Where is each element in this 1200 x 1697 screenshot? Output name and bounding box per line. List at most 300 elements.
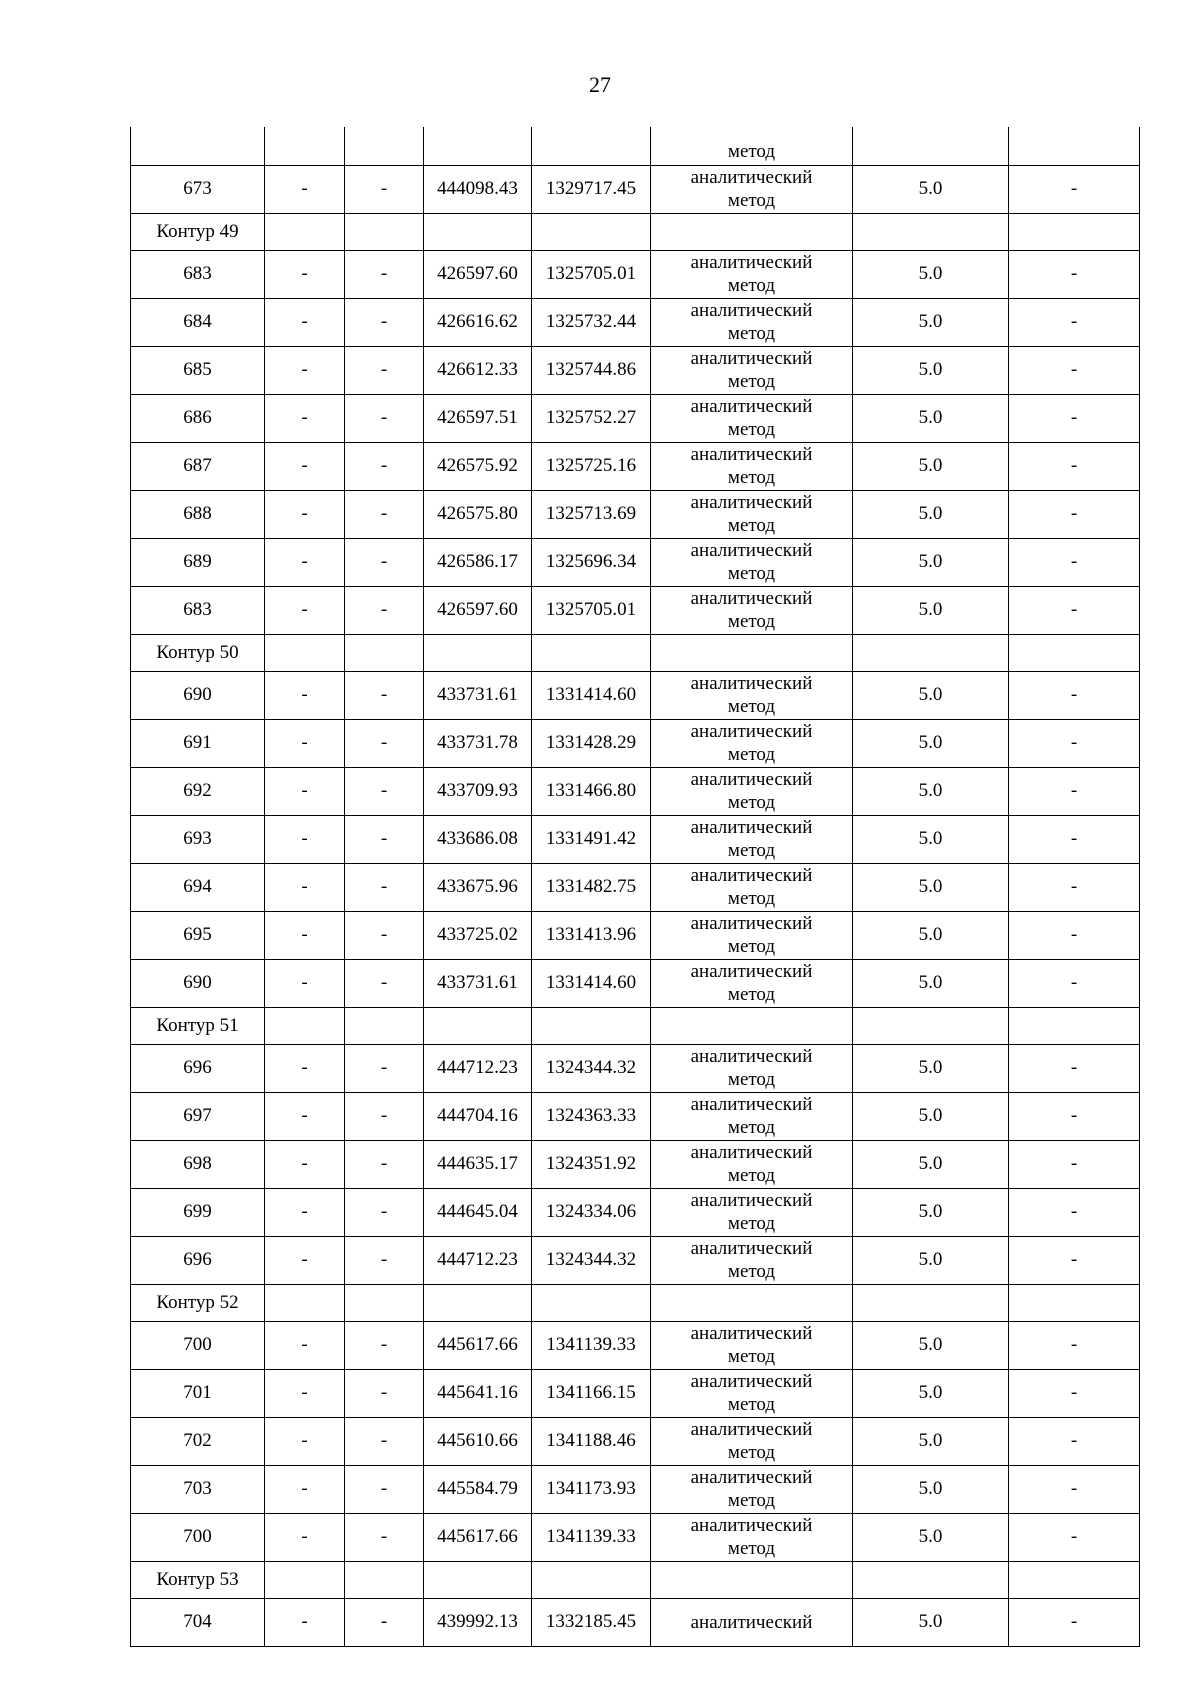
note-cell: - bbox=[1009, 863, 1140, 911]
method-cell bbox=[651, 1140, 853, 1188]
dash-cell: - bbox=[265, 959, 345, 1007]
table-row bbox=[131, 538, 1140, 586]
accuracy-cell: 5.0 bbox=[853, 1513, 1009, 1561]
x-coordinate-cell: 444635.17 bbox=[424, 1140, 532, 1188]
x-coordinate-cell: 433725.02 bbox=[424, 911, 532, 959]
x-coordinate-cell: 426575.92 bbox=[424, 442, 532, 490]
y-coordinate-cell: 1325696.34 bbox=[532, 538, 651, 586]
table-row bbox=[131, 959, 1140, 1007]
x-coordinate-cell: 433731.61 bbox=[424, 959, 532, 1007]
empty-cell bbox=[651, 1284, 853, 1321]
note-cell: - bbox=[1009, 165, 1140, 213]
method-line: аналитический bbox=[690, 1046, 813, 1067]
method-line: метод bbox=[727, 275, 776, 296]
accuracy-cell: 5.0 bbox=[853, 863, 1009, 911]
x-coordinate-cell: 426597.60 bbox=[424, 250, 532, 298]
accuracy-cell: 5.0 bbox=[853, 1321, 1009, 1369]
note-cell: - bbox=[1009, 1417, 1140, 1465]
table-row bbox=[131, 298, 1140, 346]
method-line: аналитический bbox=[690, 252, 813, 273]
dash-cell: - bbox=[265, 1188, 345, 1236]
dash-cell: - bbox=[265, 767, 345, 815]
point-number-cell: 699 bbox=[131, 1188, 265, 1236]
dash-cell: - bbox=[265, 1092, 345, 1140]
point-number-cell: 704 bbox=[131, 1598, 265, 1646]
table-row bbox=[131, 911, 1140, 959]
x-coordinate-cell: 445617.66 bbox=[424, 1321, 532, 1369]
point-number-cell: 702 bbox=[131, 1417, 265, 1465]
empty-cell bbox=[345, 634, 424, 671]
method-cell bbox=[651, 767, 853, 815]
contour-label: Контур 49 bbox=[131, 213, 265, 250]
empty-cell bbox=[651, 634, 853, 671]
dash-cell: - bbox=[345, 1465, 424, 1513]
point-number-cell: 695 bbox=[131, 911, 265, 959]
empty-cell bbox=[424, 213, 532, 250]
method-line: аналитический bbox=[690, 769, 813, 790]
dash-cell: - bbox=[345, 671, 424, 719]
empty-cell bbox=[853, 1561, 1009, 1598]
dash-cell: - bbox=[345, 1236, 424, 1284]
empty-cell bbox=[424, 1284, 532, 1321]
point-number-cell: 690 bbox=[131, 671, 265, 719]
contour-header-row bbox=[131, 213, 1140, 250]
empty-cell bbox=[1009, 634, 1140, 671]
dash-cell: - bbox=[345, 815, 424, 863]
method-cell bbox=[651, 815, 853, 863]
dash-cell: - bbox=[345, 767, 424, 815]
empty-cell bbox=[1009, 1284, 1140, 1321]
note-cell: - bbox=[1009, 490, 1140, 538]
empty-cell bbox=[532, 1561, 651, 1598]
y-coordinate-cell: 1331491.42 bbox=[532, 815, 651, 863]
method-line: аналитический bbox=[690, 1371, 813, 1392]
empty-cell bbox=[265, 1561, 345, 1598]
method-line: аналитический bbox=[690, 1323, 813, 1344]
method-line: метод bbox=[727, 1165, 776, 1186]
note-cell: - bbox=[1009, 346, 1140, 394]
point-number-cell: 696 bbox=[131, 1236, 265, 1284]
dash-cell: - bbox=[345, 1598, 424, 1646]
point-number-cell: 693 bbox=[131, 815, 265, 863]
table-row bbox=[131, 442, 1140, 490]
dash-cell: - bbox=[265, 1513, 345, 1561]
method-cell: метод bbox=[651, 127, 853, 165]
x-coordinate-cell: 445584.79 bbox=[424, 1465, 532, 1513]
accuracy-cell: 5.0 bbox=[853, 346, 1009, 394]
x-coordinate-cell: 426612.33 bbox=[424, 346, 532, 394]
table-row bbox=[131, 490, 1140, 538]
method-line: аналитический bbox=[690, 865, 813, 886]
method-line: метод bbox=[727, 371, 776, 392]
point-number-cell: 703 bbox=[131, 1465, 265, 1513]
contour-label: Контур 51 bbox=[131, 1007, 265, 1044]
method-cell bbox=[651, 394, 853, 442]
empty-cell bbox=[532, 634, 651, 671]
contour-header-row bbox=[131, 1284, 1140, 1321]
accuracy-cell: 5.0 bbox=[853, 767, 1009, 815]
dash-cell: - bbox=[265, 1044, 345, 1092]
y-coordinate-cell: 1325705.01 bbox=[532, 586, 651, 634]
table-row bbox=[131, 1188, 1140, 1236]
point-number-cell: 684 bbox=[131, 298, 265, 346]
table-row bbox=[131, 1513, 1140, 1561]
method-line: аналитический bbox=[690, 492, 813, 513]
method-line: метод bbox=[727, 563, 776, 584]
table-row bbox=[131, 767, 1140, 815]
dash-cell: - bbox=[265, 1140, 345, 1188]
note-cell: - bbox=[1009, 1140, 1140, 1188]
y-coordinate-cell: 1332185.45 bbox=[532, 1598, 651, 1646]
method-line: метод bbox=[727, 1538, 776, 1559]
note-cell: - bbox=[1009, 1044, 1140, 1092]
contour-header-row bbox=[131, 634, 1140, 671]
contour-label: Контур 52 bbox=[131, 1284, 265, 1321]
method-line: аналитический bbox=[690, 444, 813, 465]
y-coordinate-cell: 1331413.96 bbox=[532, 911, 651, 959]
method-line: аналитический bbox=[690, 817, 813, 838]
empty-cell bbox=[532, 1007, 651, 1044]
point-number-cell: 688 bbox=[131, 490, 265, 538]
method-line: аналитический bbox=[690, 673, 813, 694]
accuracy-cell: 5.0 bbox=[853, 298, 1009, 346]
method-cell bbox=[651, 1513, 853, 1561]
table-row bbox=[131, 1465, 1140, 1513]
method-cell bbox=[651, 165, 853, 213]
table-row bbox=[131, 1417, 1140, 1465]
method-cell bbox=[651, 1465, 853, 1513]
method-line: метод bbox=[727, 1442, 776, 1463]
dash-cell: - bbox=[345, 1369, 424, 1417]
method-cell bbox=[651, 1598, 853, 1646]
y-coordinate-cell: 1341139.33 bbox=[532, 1513, 651, 1561]
method-cell bbox=[651, 671, 853, 719]
point-number-cell: 687 bbox=[131, 442, 265, 490]
point-number-cell: 686 bbox=[131, 394, 265, 442]
accuracy-cell: 5.0 bbox=[853, 490, 1009, 538]
accuracy-cell: 5.0 bbox=[853, 1140, 1009, 1188]
point-number-cell: 673 bbox=[131, 165, 265, 213]
method-line: метод bbox=[727, 190, 776, 211]
accuracy-cell: 5.0 bbox=[853, 442, 1009, 490]
empty-cell bbox=[651, 213, 853, 250]
method-line: метод bbox=[727, 744, 776, 765]
method-cell bbox=[651, 250, 853, 298]
table-body bbox=[131, 127, 1140, 1646]
y-coordinate-cell: 1331414.60 bbox=[532, 959, 651, 1007]
method-line: аналитический bbox=[690, 540, 813, 561]
accuracy-cell: 5.0 bbox=[853, 250, 1009, 298]
empty-cell bbox=[1009, 1561, 1140, 1598]
x-coordinate-cell: 426597.51 bbox=[424, 394, 532, 442]
dash-cell: - bbox=[265, 911, 345, 959]
accuracy-cell: 5.0 bbox=[853, 538, 1009, 586]
accuracy-cell: 5.0 bbox=[853, 394, 1009, 442]
x-coordinate-cell: 444712.23 bbox=[424, 1044, 532, 1092]
note-cell: - bbox=[1009, 719, 1140, 767]
accuracy-cell: 5.0 bbox=[853, 1188, 1009, 1236]
x-coordinate-cell: 445610.66 bbox=[424, 1417, 532, 1465]
dash-cell: - bbox=[265, 1417, 345, 1465]
coordinates-table bbox=[130, 127, 1140, 1647]
empty-cell bbox=[651, 1007, 853, 1044]
accuracy-cell: 5.0 bbox=[853, 1417, 1009, 1465]
method-cell bbox=[651, 959, 853, 1007]
method-line: метод bbox=[727, 323, 776, 344]
point-number-cell: 691 bbox=[131, 719, 265, 767]
method-line: метод bbox=[727, 1117, 776, 1138]
x-coordinate-cell: 439992.13 bbox=[424, 1598, 532, 1646]
contour-label: Контур 53 bbox=[131, 1561, 265, 1598]
empty-cell bbox=[265, 1007, 345, 1044]
empty-cell bbox=[853, 1007, 1009, 1044]
accuracy-cell: 5.0 bbox=[853, 1044, 1009, 1092]
method-line: метод bbox=[727, 1261, 776, 1282]
dash-cell: - bbox=[345, 586, 424, 634]
contour-header-row bbox=[131, 1561, 1140, 1598]
dash-cell: - bbox=[265, 671, 345, 719]
note-cell: - bbox=[1009, 911, 1140, 959]
method-line: метод bbox=[727, 936, 776, 957]
note-cell: - bbox=[1009, 815, 1140, 863]
note-cell: - bbox=[1009, 442, 1140, 490]
method-cell bbox=[651, 586, 853, 634]
accuracy-cell: 5.0 bbox=[853, 1092, 1009, 1140]
note-cell: - bbox=[1009, 767, 1140, 815]
y-coordinate-cell: 1324344.32 bbox=[532, 1044, 651, 1092]
point-number-cell: 692 bbox=[131, 767, 265, 815]
empty-cell bbox=[1009, 1007, 1140, 1044]
dash-cell: - bbox=[345, 298, 424, 346]
table-row bbox=[131, 346, 1140, 394]
note-cell: - bbox=[1009, 1236, 1140, 1284]
accuracy-cell: 5.0 bbox=[853, 1236, 1009, 1284]
empty-cell bbox=[265, 634, 345, 671]
accuracy-cell: 5.0 bbox=[853, 959, 1009, 1007]
method-line: аналитический bbox=[690, 1094, 813, 1115]
dash-cell: - bbox=[345, 1092, 424, 1140]
note-cell: - bbox=[1009, 1188, 1140, 1236]
method-line: аналитический bbox=[690, 300, 813, 321]
method-cell bbox=[651, 1188, 853, 1236]
method-line: аналитический bbox=[690, 1142, 813, 1163]
point-number-cell: 685 bbox=[131, 346, 265, 394]
dash-cell: - bbox=[345, 959, 424, 1007]
note-cell: - bbox=[1009, 538, 1140, 586]
dash-cell: - bbox=[265, 298, 345, 346]
dash-cell: - bbox=[265, 1236, 345, 1284]
method-line: аналитический bbox=[690, 721, 813, 742]
method-line: метод bbox=[727, 611, 776, 632]
method-line: аналитический bbox=[690, 1238, 813, 1259]
y-coordinate-cell: 1341139.33 bbox=[532, 1321, 651, 1369]
dash-cell: - bbox=[345, 719, 424, 767]
x-coordinate-cell: 444098.43 bbox=[424, 165, 532, 213]
dash-cell: - bbox=[265, 719, 345, 767]
y-coordinate-cell: 1341173.93 bbox=[532, 1465, 651, 1513]
dash-cell: - bbox=[345, 165, 424, 213]
y-coordinate-cell: 1331428.29 bbox=[532, 719, 651, 767]
dash-cell: - bbox=[265, 1321, 345, 1369]
method-line: метод bbox=[727, 1490, 776, 1511]
method-cell bbox=[651, 863, 853, 911]
dash-cell: - bbox=[345, 1513, 424, 1561]
method-cell bbox=[651, 1369, 853, 1417]
note-cell: - bbox=[1009, 1513, 1140, 1561]
note-cell: - bbox=[1009, 1369, 1140, 1417]
method-line: аналитический bbox=[690, 1419, 813, 1440]
dash-cell: - bbox=[265, 538, 345, 586]
method-line: аналитический bbox=[690, 1467, 813, 1488]
y-coordinate-cell: 1331414.60 bbox=[532, 671, 651, 719]
note-cell: - bbox=[1009, 586, 1140, 634]
method-cell bbox=[651, 490, 853, 538]
x-coordinate-cell: 444645.04 bbox=[424, 1188, 532, 1236]
method-line: метод bbox=[727, 840, 776, 861]
dash-cell: - bbox=[265, 346, 345, 394]
y-coordinate-cell: 1325732.44 bbox=[532, 298, 651, 346]
x-coordinate-cell: 426597.60 bbox=[424, 586, 532, 634]
empty-cell bbox=[265, 213, 345, 250]
empty-cell bbox=[424, 1561, 532, 1598]
dash-cell: - bbox=[345, 1321, 424, 1369]
method-line: аналитический bbox=[690, 913, 813, 934]
point-number-cell: 689 bbox=[131, 538, 265, 586]
x-coordinate-cell: 445617.66 bbox=[424, 1513, 532, 1561]
x-coordinate-cell: 444712.23 bbox=[424, 1236, 532, 1284]
x-coordinate-cell: 433686.08 bbox=[424, 815, 532, 863]
note-cell: - bbox=[1009, 1321, 1140, 1369]
table-row bbox=[131, 719, 1140, 767]
point-number-cell: 690 bbox=[131, 959, 265, 1007]
y-coordinate-cell: 1324351.92 bbox=[532, 1140, 651, 1188]
method-line: метод bbox=[727, 1346, 776, 1367]
dash-cell: - bbox=[265, 815, 345, 863]
accuracy-cell: 5.0 bbox=[853, 815, 1009, 863]
dash-cell: - bbox=[345, 442, 424, 490]
point-number-cell: 701 bbox=[131, 1369, 265, 1417]
accuracy-cell: 5.0 bbox=[853, 1369, 1009, 1417]
dash-cell: - bbox=[265, 490, 345, 538]
empty-cell bbox=[651, 1561, 853, 1598]
method-line: метод bbox=[727, 696, 776, 717]
dash-cell: - bbox=[345, 250, 424, 298]
page-number: 27 bbox=[589, 72, 611, 97]
method-line: аналитический bbox=[690, 1515, 813, 1536]
note-cell: - bbox=[1009, 1465, 1140, 1513]
method-cell bbox=[651, 1236, 853, 1284]
method-line: аналитический bbox=[690, 1611, 813, 1633]
point-number-cell: 698 bbox=[131, 1140, 265, 1188]
x-coordinate-cell: 433675.96 bbox=[424, 863, 532, 911]
empty-cell bbox=[1009, 213, 1140, 250]
note-cell: - bbox=[1009, 671, 1140, 719]
method-line: метод bbox=[727, 1394, 776, 1415]
accuracy-cell: 5.0 bbox=[853, 671, 1009, 719]
empty-cell bbox=[853, 1284, 1009, 1321]
y-coordinate-cell: 1324363.33 bbox=[532, 1092, 651, 1140]
dash-cell: - bbox=[265, 394, 345, 442]
table-row bbox=[131, 1321, 1140, 1369]
dash-cell: - bbox=[265, 1369, 345, 1417]
dash-cell: - bbox=[345, 1044, 424, 1092]
note-cell: - bbox=[1009, 298, 1140, 346]
method-line: метод bbox=[727, 1069, 776, 1090]
method-cell bbox=[651, 1044, 853, 1092]
method-line: метод bbox=[727, 1213, 776, 1234]
method-line: метод bbox=[727, 792, 776, 813]
method-line: метод bbox=[727, 467, 776, 488]
point-number-cell: 694 bbox=[131, 863, 265, 911]
y-coordinate-cell: 1325713.69 bbox=[532, 490, 651, 538]
method-line: метод bbox=[727, 888, 776, 909]
empty-cell bbox=[345, 213, 424, 250]
accuracy-cell: 5.0 bbox=[853, 586, 1009, 634]
y-coordinate-cell: 1325705.01 bbox=[532, 250, 651, 298]
method-cell bbox=[651, 1321, 853, 1369]
continuation-row bbox=[131, 127, 1140, 165]
y-coordinate-cell: 1324334.06 bbox=[532, 1188, 651, 1236]
empty-cell bbox=[345, 1284, 424, 1321]
dash-cell: - bbox=[265, 442, 345, 490]
point-number-cell: 683 bbox=[131, 586, 265, 634]
x-coordinate-cell: 433731.61 bbox=[424, 671, 532, 719]
dash-cell: - bbox=[345, 490, 424, 538]
dash-cell: - bbox=[345, 1417, 424, 1465]
empty-cell bbox=[424, 1007, 532, 1044]
empty-cell bbox=[345, 1561, 424, 1598]
table-row bbox=[131, 1140, 1140, 1188]
table-row bbox=[131, 671, 1140, 719]
dash-cell: - bbox=[345, 1188, 424, 1236]
contour-label: Контур 50 bbox=[131, 634, 265, 671]
accuracy-cell: 5.0 bbox=[853, 165, 1009, 213]
x-coordinate-cell: 433709.93 bbox=[424, 767, 532, 815]
note-cell: - bbox=[1009, 250, 1140, 298]
empty-cell bbox=[424, 634, 532, 671]
dash-cell: - bbox=[345, 394, 424, 442]
note-cell: - bbox=[1009, 1092, 1140, 1140]
empty-cell bbox=[265, 1284, 345, 1321]
point-number-cell: 700 bbox=[131, 1513, 265, 1561]
dash-cell: - bbox=[345, 346, 424, 394]
method-cell bbox=[651, 346, 853, 394]
table-row bbox=[131, 1044, 1140, 1092]
accuracy-cell: 5.0 bbox=[853, 1598, 1009, 1646]
accuracy-cell: 5.0 bbox=[853, 911, 1009, 959]
x-coordinate-cell: 445641.16 bbox=[424, 1369, 532, 1417]
empty-cell bbox=[345, 1007, 424, 1044]
empty-cell bbox=[532, 1284, 651, 1321]
y-coordinate-cell: 1341188.46 bbox=[532, 1417, 651, 1465]
method-cell bbox=[651, 911, 853, 959]
dash-cell: - bbox=[345, 911, 424, 959]
method-line: аналитический bbox=[690, 348, 813, 369]
method-line: аналитический bbox=[690, 396, 813, 417]
y-coordinate-cell: 1331466.80 bbox=[532, 767, 651, 815]
method-cell bbox=[651, 538, 853, 586]
dash-cell: - bbox=[265, 586, 345, 634]
x-coordinate-cell: 433731.78 bbox=[424, 719, 532, 767]
y-coordinate-cell: 1324344.32 bbox=[532, 1236, 651, 1284]
table-row bbox=[131, 394, 1140, 442]
method-cell bbox=[651, 298, 853, 346]
table-row bbox=[131, 250, 1140, 298]
table-row bbox=[131, 815, 1140, 863]
dash-cell: - bbox=[265, 165, 345, 213]
y-coordinate-cell: 1329717.45 bbox=[532, 165, 651, 213]
method-line: аналитический bbox=[690, 1190, 813, 1211]
